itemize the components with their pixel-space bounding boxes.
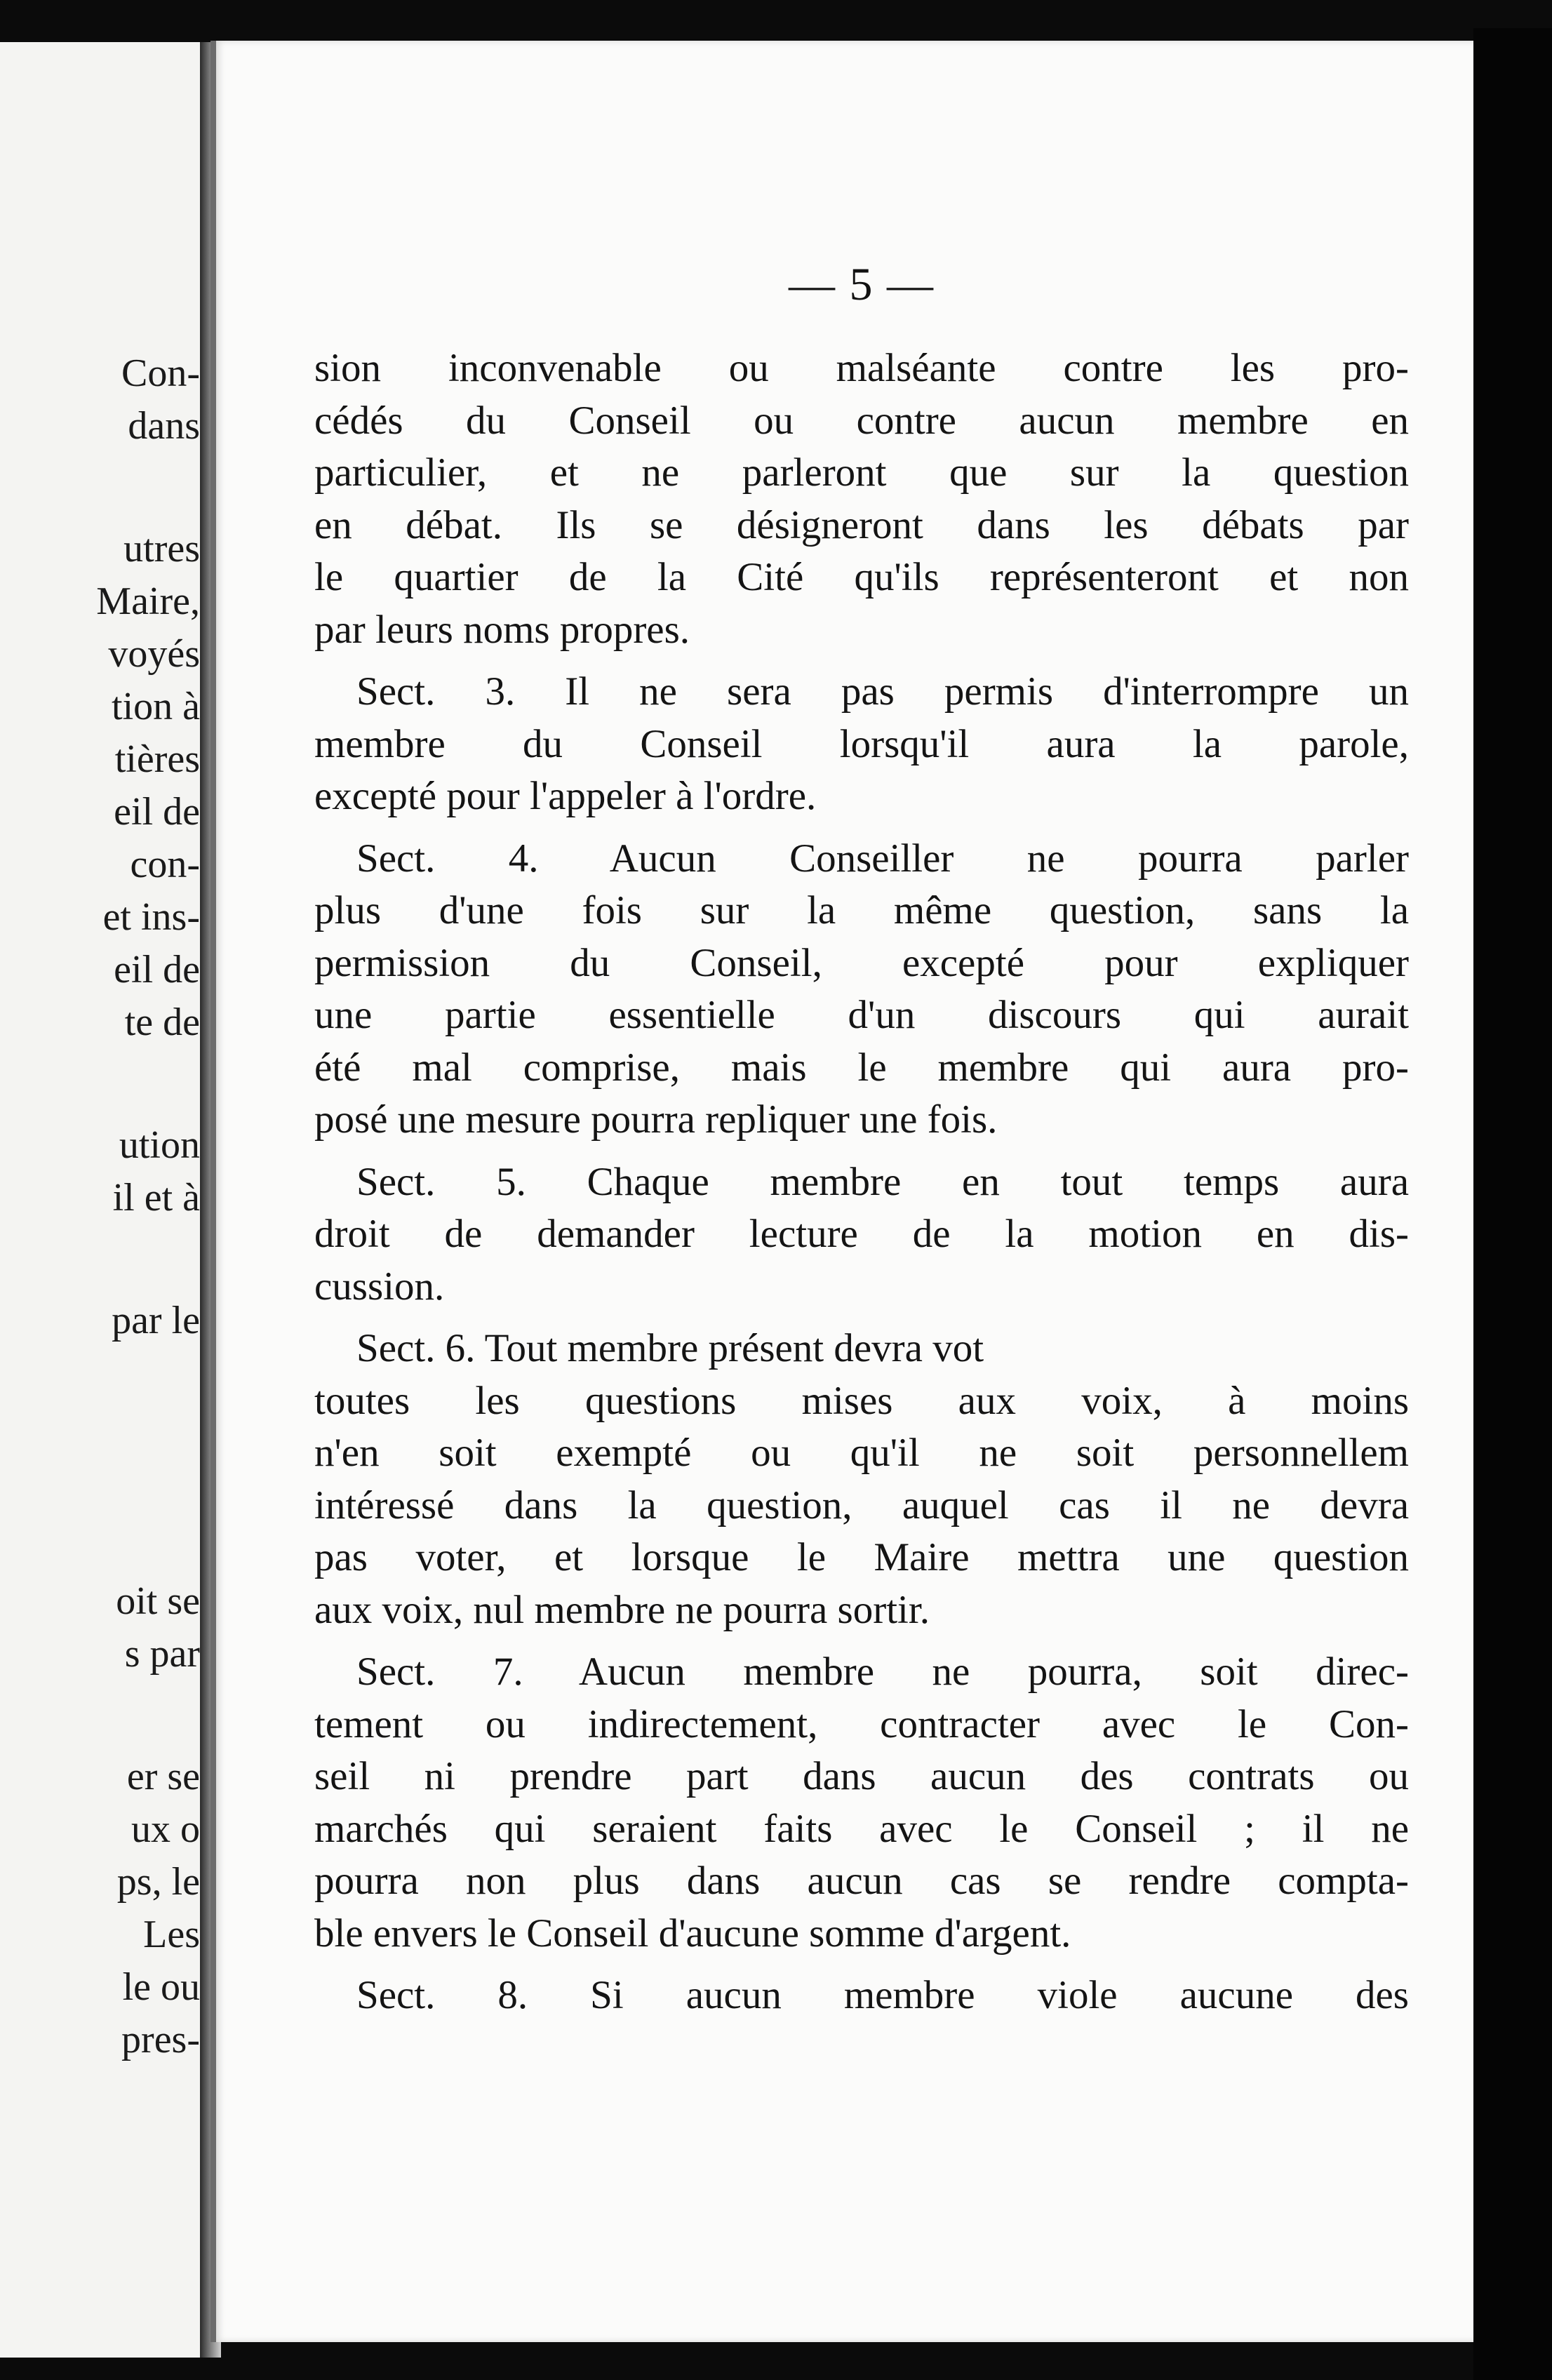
facing-page-fragment: le ou bbox=[122, 1965, 200, 2009]
facing-page-fragment: ps, le bbox=[116, 1860, 200, 1904]
text-line: cussion. bbox=[314, 1264, 445, 1309]
text-line: excepté pour l'appeler à l'ordre. bbox=[314, 774, 817, 818]
text-line: intéressé dans la question, auquel cas il ne devra bbox=[314, 1483, 1409, 1527]
scan-border bbox=[1473, 28, 1552, 2380]
section-7-line: Sect. 7. Aucun membre ne pourra, soit direc- bbox=[356, 1650, 1409, 1694]
facing-page-fragment: ution bbox=[119, 1123, 200, 1167]
text-line: droit de demander lecture de la motion en dis- bbox=[314, 1212, 1409, 1256]
facing-page-fragment: pres- bbox=[121, 2018, 200, 2061]
text-line: une partie essentielle d'un discours qui aurait bbox=[314, 993, 1409, 1037]
text-line: seil ni prendre part dans aucun des contrats ou bbox=[314, 1754, 1409, 1798]
facing-page-fragment: Maire, bbox=[96, 580, 200, 623]
facing-page-fragment: Les bbox=[143, 1913, 200, 1956]
body-text bbox=[314, 342, 1409, 2022]
text-line: par leurs noms propres. bbox=[314, 607, 690, 652]
facing-page-fragment: con- bbox=[130, 843, 200, 886]
text-line: plus d'une fois sur la même question, sans la bbox=[314, 888, 1409, 932]
facing-page-fragment: eil de bbox=[114, 948, 200, 991]
facing-page-fragment: par le bbox=[112, 1299, 200, 1342]
page-5 bbox=[210, 41, 1479, 2342]
facing-page-fragment: dans bbox=[128, 404, 200, 448]
text-line: aux voix, nul membre ne pourra sortir. bbox=[314, 1587, 930, 1632]
facing-page-fragment: voyés bbox=[108, 632, 200, 676]
text-line: posé une mesure pourra repliquer une fois. bbox=[314, 1097, 998, 1142]
facing-page-fragment: s par bbox=[124, 1632, 200, 1676]
text-line: le quartier de la Cité qu'ils représenteront et non bbox=[314, 555, 1409, 599]
text-line: ble envers le Conseil d'aucune somme d'argent. bbox=[314, 1911, 1071, 1956]
facing-page bbox=[0, 42, 200, 2358]
facing-page-fragment: et ins- bbox=[102, 895, 200, 939]
text-line: permission du Conseil, excepté pour expliquer bbox=[314, 940, 1409, 985]
facing-page-fragment: il et à bbox=[112, 1176, 200, 1219]
text-line: sion inconvenable ou malséante contre les pro- bbox=[314, 346, 1409, 390]
text-line: pas voter, et lorsque le Maire mettra une question bbox=[314, 1535, 1409, 1579]
section-5-line: Sect. 5. Chaque membre en tout temps aura bbox=[356, 1159, 1409, 1204]
text-line: toutes les questions mises aux voix, à moins bbox=[314, 1378, 1409, 1423]
text-line: n'en soit exempté ou qu'il ne soit personnellem bbox=[314, 1431, 1409, 1475]
text-line: été mal comprise, mais le membre qui aura pro- bbox=[314, 1045, 1409, 1090]
facing-page-fragment: utres bbox=[123, 527, 200, 570]
page-number: — 5 — bbox=[789, 259, 935, 310]
facing-page-fragment: oit se bbox=[116, 1579, 200, 1623]
text-line: membre du Conseil lorsqu'il aura la parole, bbox=[314, 721, 1409, 766]
facing-page-fragment: ux o bbox=[131, 1807, 200, 1851]
text-line: pourra non plus dans aucun cas se rendre compta- bbox=[314, 1859, 1409, 1903]
facing-page-fragment: te de bbox=[124, 1001, 200, 1044]
text-line: tement ou indirectement, contracter avec le Con- bbox=[314, 1702, 1409, 1746]
text-line: cédés du Conseil ou contre aucun membre en bbox=[314, 398, 1409, 443]
text-line: particulier, et ne parleront que sur la question bbox=[314, 450, 1409, 495]
section-8-line: Sect. 8. Si aucun membre viole aucune des bbox=[356, 1973, 1409, 2017]
facing-page-fragment: er se bbox=[126, 1755, 200, 1798]
text-line: marchés qui seraient faits avec le Conseil ; il ne bbox=[314, 1806, 1409, 1851]
facing-page-fragment: tières bbox=[114, 737, 200, 781]
facing-page-fragment: tion à bbox=[112, 685, 200, 728]
facing-page-fragment: eil de bbox=[114, 790, 200, 834]
section-3-line: Sect. 3. Il ne sera pas permis d'interrompre un bbox=[356, 669, 1409, 714]
section-4-line: Sect. 4. Aucun Conseiller ne pourra parler bbox=[356, 836, 1409, 881]
text-line: en débat. Ils se désigneront dans les débats par bbox=[314, 502, 1409, 547]
section-6-line: Sect. 6. Tout membre présent devra vot bbox=[356, 1326, 984, 1370]
facing-page-fragment: Con- bbox=[121, 352, 200, 395]
